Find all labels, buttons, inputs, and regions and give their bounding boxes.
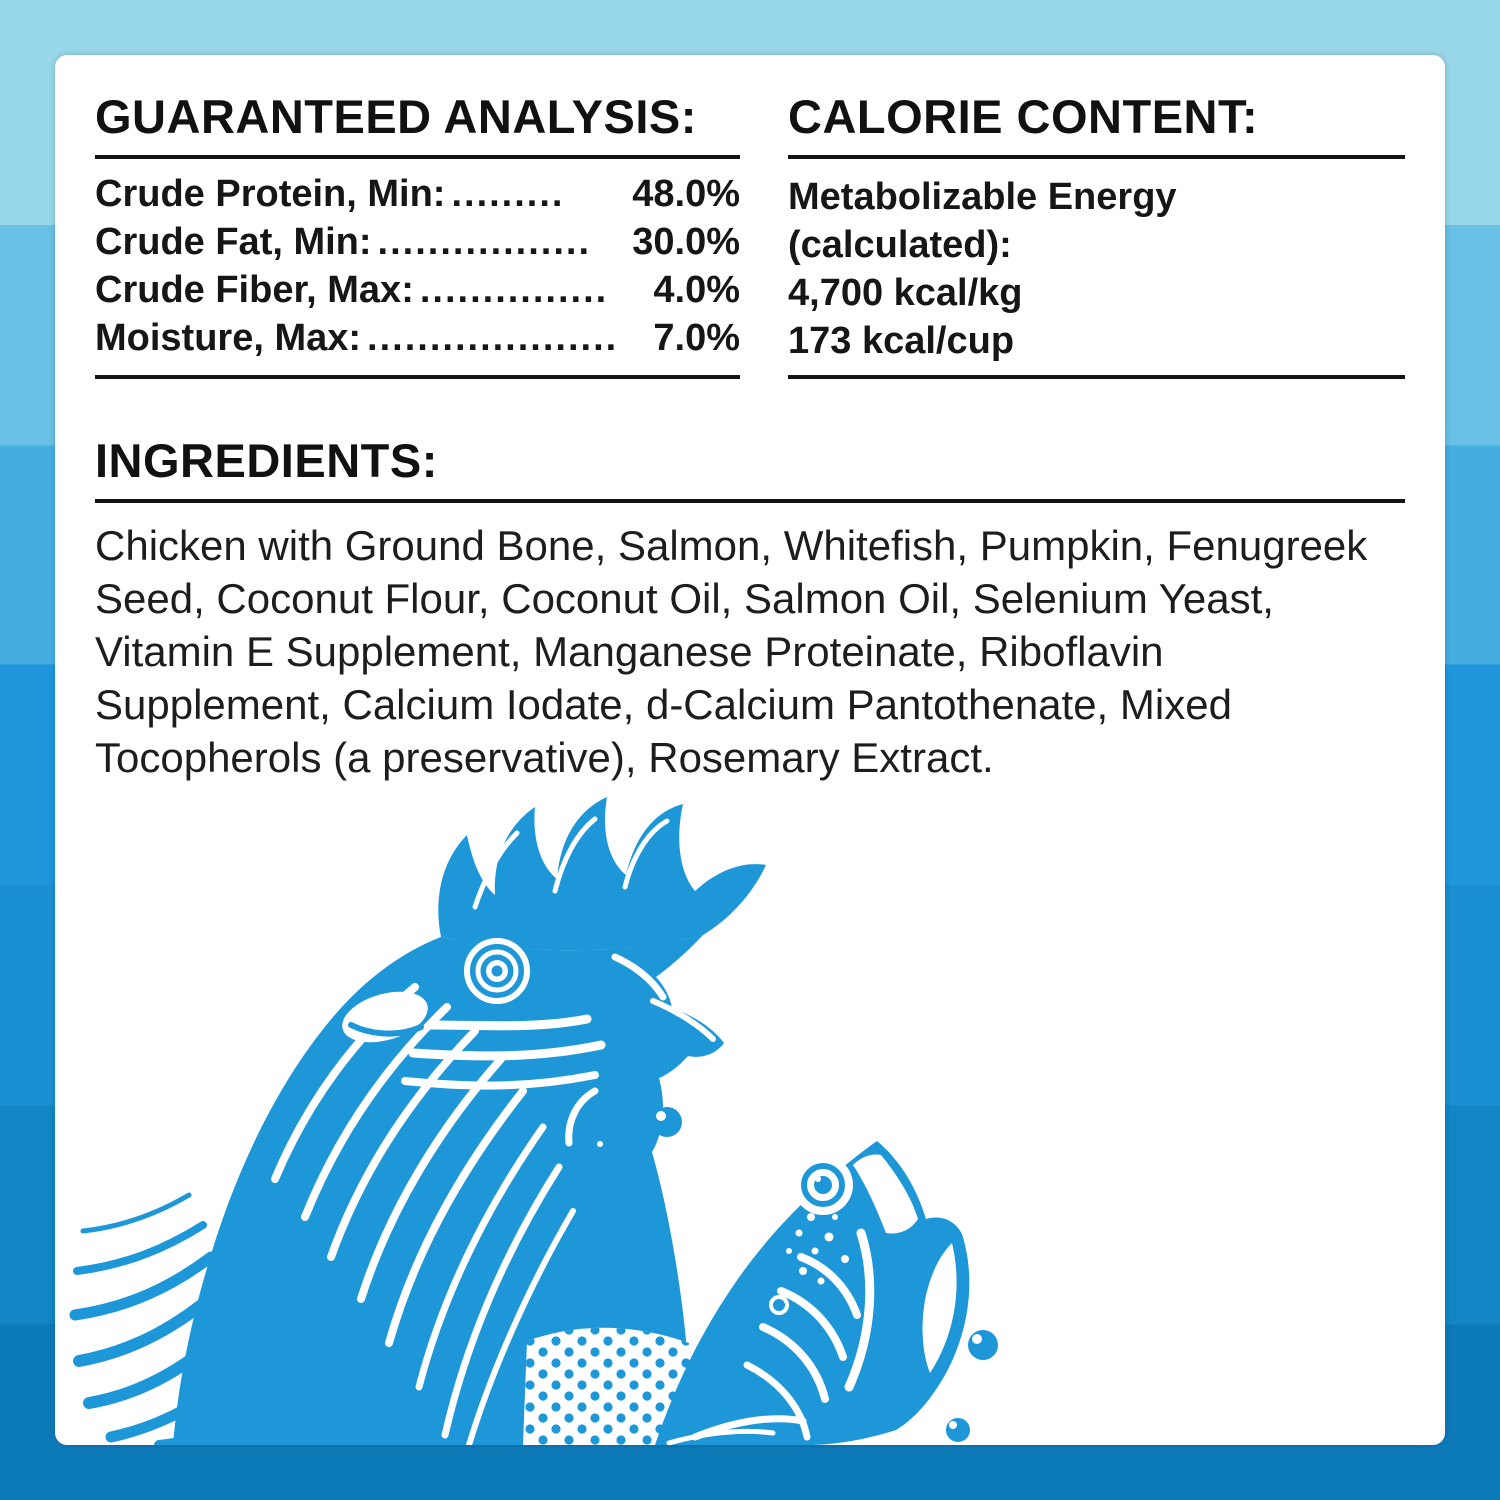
analysis-name: Crude Protein, Min:: [95, 173, 446, 215]
calorie-line: Metabolizable Energy: [788, 176, 1177, 218]
analysis-rows: [95, 173, 740, 365]
title-underline: [95, 155, 740, 159]
analysis-name: Crude Fiber, Max:: [95, 269, 414, 311]
analysis-value: 30.0%: [632, 221, 740, 263]
ingredients-title: INGREDIENTS:: [95, 434, 438, 487]
guaranteed-analysis-section: [95, 91, 740, 379]
title-underline: [95, 499, 1405, 503]
title-underline: [788, 155, 1405, 159]
analysis-columns: [95, 91, 1405, 379]
calorie-line: (calculated):: [788, 224, 1012, 266]
leader-dots: .................: [377, 221, 592, 263]
calorie-lines: [788, 173, 1405, 365]
section-bottom-rule: [788, 375, 1405, 379]
leader-dots: ....................: [367, 317, 619, 359]
rooster-and-salmon-illustration: [55, 785, 1445, 1445]
analysis-value: 7.0%: [653, 317, 740, 359]
label-card: [55, 55, 1445, 1445]
calorie-line: 4,700 kcal/kg: [788, 272, 1023, 314]
guaranteed-analysis-title: GUARANTEED ANALYSIS:: [95, 90, 697, 143]
section-bottom-rule: [95, 375, 740, 379]
analysis-name: Moisture, Max:: [95, 317, 362, 359]
analysis-row: [95, 317, 740, 365]
calorie-content-title: CALORIE CONTENT:: [788, 90, 1259, 143]
salmon-line-art: [655, 1141, 969, 1445]
analysis-value: 4.0%: [653, 269, 740, 311]
calorie-content-section: [788, 91, 1405, 379]
ingredients-section: [95, 435, 1405, 784]
leader-dots: ...............: [419, 269, 609, 311]
calorie-line: 173 kcal/cup: [788, 320, 1015, 362]
analysis-row: [95, 269, 740, 317]
analysis-row: [95, 221, 740, 269]
analysis-row: [95, 173, 740, 221]
analysis-name: Crude Fat, Min:: [95, 221, 372, 263]
leader-dots: .........: [451, 173, 565, 215]
ingredients-text: Chicken with Ground Bone, Salmon, Whitefish, Pumpkin, Fenugreek Seed, Coconut Flour, Coconut Oil, Salmon Oil, Selenium Yeast, Vitamin E Supplement, Manganese Proteinate, Riboflavin Supplement, Calcium Iodate, d-Calcium Pantothenate, Mixed Tocopherols (a preservative), Rosemary Extract.: [95, 522, 1368, 781]
analysis-value: 48.0%: [632, 173, 740, 215]
